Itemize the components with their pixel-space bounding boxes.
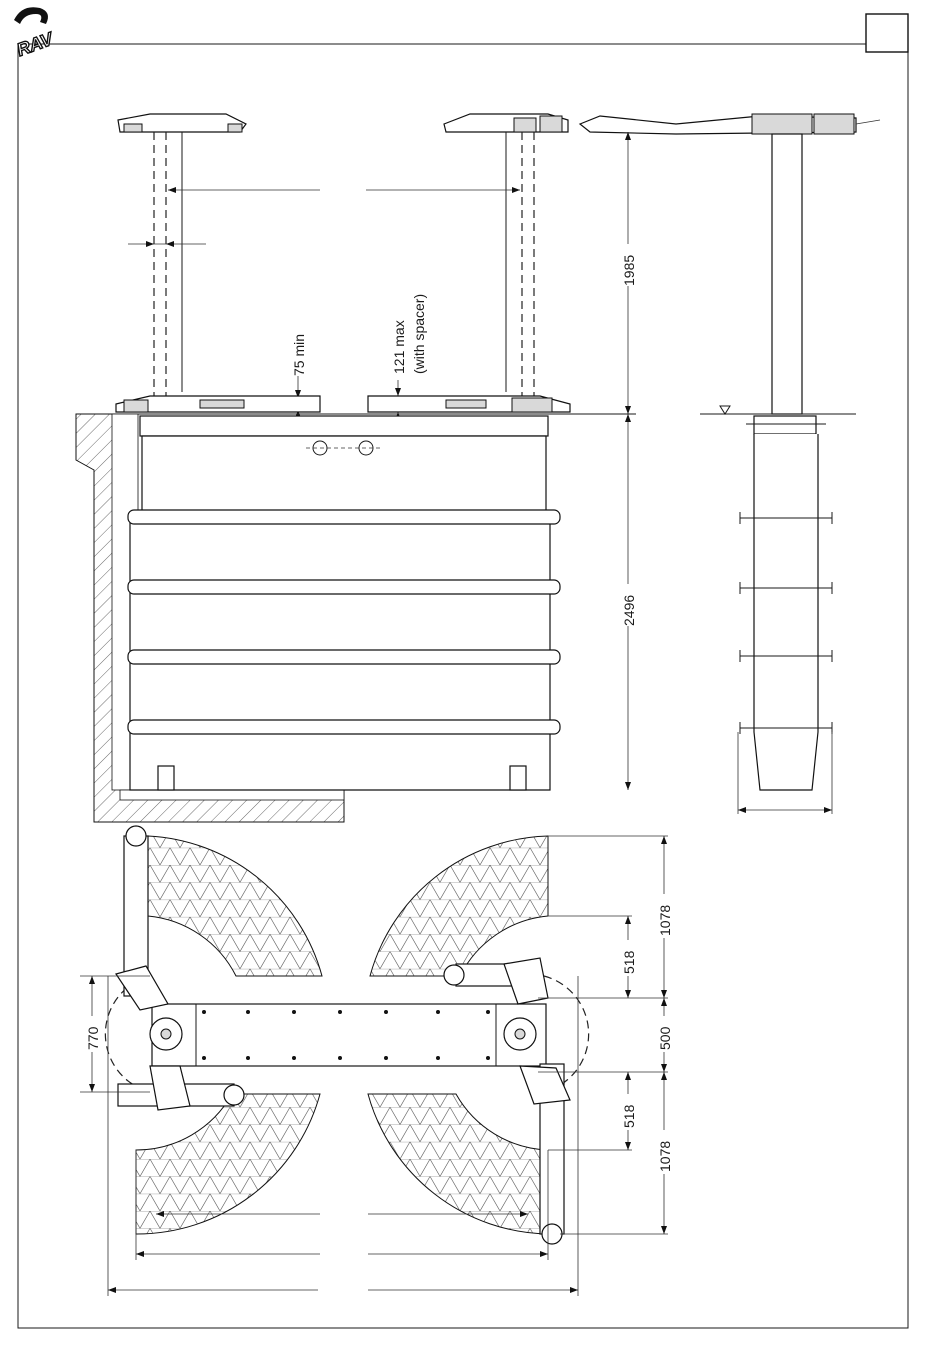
side-view — [76, 114, 636, 822]
max-height-label: 121 max — [391, 320, 407, 374]
lift-height-dim: 1985 — [621, 254, 637, 286]
plan-view — [105, 826, 668, 1296]
arm-top-short-dim: 518 — [621, 950, 637, 974]
min-height-label: 75 min — [291, 333, 307, 376]
spacer-note: (with spacer) — [411, 293, 427, 374]
rav-logo — [14, 7, 57, 60]
arm-bottom-reach-dim: 1078 — [657, 1140, 673, 1172]
left-width-dim: 770 — [85, 1026, 101, 1050]
center-width-dim: 500 — [657, 1026, 673, 1050]
lowered-arm-left — [116, 396, 320, 412]
logo-text: RAV — [14, 28, 56, 61]
pit-depth-dim: 2496 — [621, 594, 637, 626]
lowered-arm-right — [368, 396, 570, 412]
column-side-view — [580, 114, 880, 814]
vertical-dimensions — [618, 132, 638, 790]
page-number-box — [866, 14, 908, 52]
top-arm-left — [118, 114, 246, 132]
top-arm-right — [444, 114, 568, 132]
arm-top-reach-dim: 1078 — [657, 904, 673, 936]
arm-bottom-short-dim: 518 — [621, 1104, 637, 1128]
